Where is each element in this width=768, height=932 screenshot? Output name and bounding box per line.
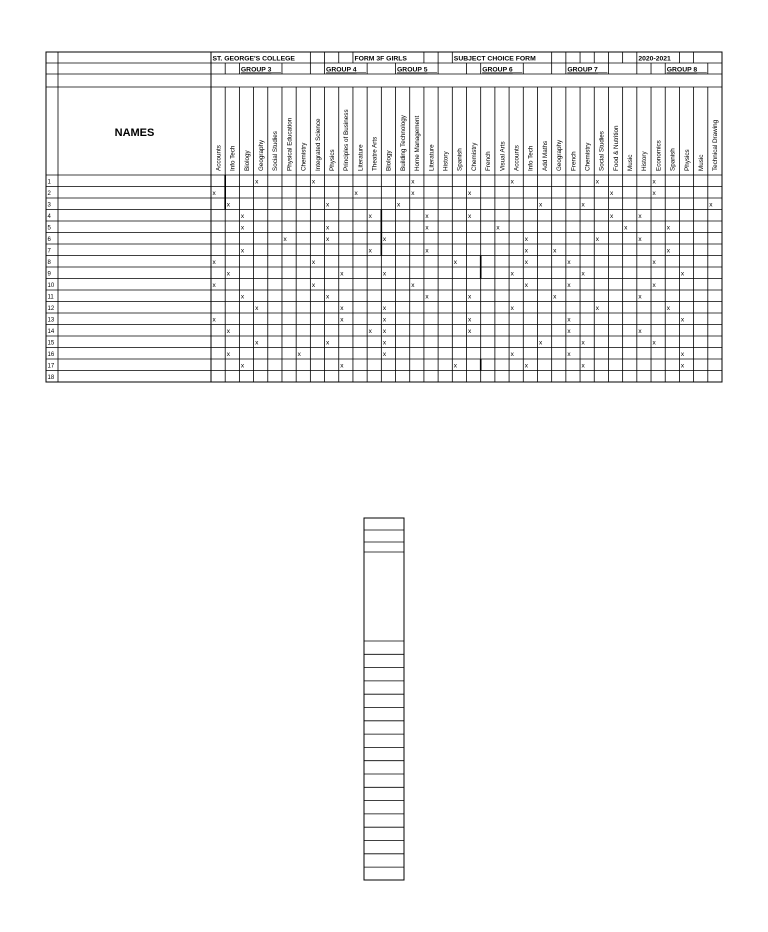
choice-mark: x	[382, 316, 387, 324]
choice-mark: x	[553, 293, 557, 301]
choice-mark: x	[283, 235, 287, 243]
group-label: GROUP 7	[567, 66, 598, 74]
choice-mark: x	[595, 304, 599, 312]
choice-mark: x	[666, 224, 670, 232]
subject-header: Geography	[556, 139, 564, 171]
choice-mark: x	[581, 201, 585, 209]
subject-header: Technical Drawing	[712, 119, 720, 171]
choice-mark: x	[680, 316, 685, 324]
group-label: GROUP 5	[397, 66, 428, 74]
choice-mark: x	[468, 212, 472, 220]
subject-choice-grid	[0, 0, 768, 420]
choice-mark: x	[468, 327, 472, 335]
choice-mark: x	[468, 293, 472, 301]
choice-mark: x	[226, 201, 230, 209]
choice-mark: x	[510, 350, 514, 358]
title-document: SUBJECT CHOICE FORM	[453, 55, 536, 63]
choice-mark: x	[453, 258, 458, 266]
choice-mark: x	[397, 201, 401, 209]
subject-header: Info Tech	[527, 145, 535, 171]
choice-mark: x	[240, 212, 245, 220]
choice-mark: x	[496, 224, 500, 232]
subject-header: French	[485, 151, 493, 171]
choice-mark: x	[382, 270, 387, 278]
subject-header: Economics	[655, 140, 663, 171]
subject-header: Music	[698, 154, 706, 171]
group-label: GROUP 3	[240, 66, 272, 74]
subject-header: Principles of Business	[343, 109, 351, 171]
choice-mark: x	[666, 247, 670, 255]
choice-mark: x	[652, 339, 656, 347]
subject-header: Theatre Arts	[371, 136, 379, 171]
subject-header: Accounts	[513, 145, 521, 171]
row-number: 17	[47, 363, 55, 370]
subject-header: Physics	[683, 149, 691, 171]
choice-mark: x	[666, 304, 670, 312]
choice-mark: x	[255, 178, 259, 186]
choice-mark: x	[311, 178, 316, 186]
choice-mark: x	[368, 247, 372, 255]
choice-mark: x	[652, 281, 656, 289]
row-number: 6	[47, 237, 51, 243]
choice-mark: x	[567, 281, 571, 289]
choice-mark: x	[652, 189, 656, 197]
choice-mark: x	[638, 235, 642, 243]
group-label: GROUP 8	[666, 66, 698, 74]
subject-header: History	[641, 151, 649, 171]
choice-mark: x	[425, 247, 429, 255]
subject-header: Building Technology	[399, 115, 407, 171]
choice-mark: x	[326, 293, 330, 301]
row-number: 11	[47, 294, 54, 301]
choice-mark: x	[255, 304, 259, 312]
subject-header: Accounts	[215, 145, 223, 171]
row-number: 7	[47, 248, 51, 255]
subject-header: Social Studies	[272, 131, 280, 171]
title-year: 2020-2021	[638, 55, 671, 63]
subject-header: Music	[627, 154, 635, 171]
choice-mark: x	[524, 235, 529, 243]
title-school: ST. GEORGE'S COLLEGE	[212, 55, 295, 63]
choice-mark: x	[581, 362, 585, 370]
choice-mark: x	[255, 339, 259, 347]
row-number: 5	[47, 225, 51, 232]
choice-mark: x	[595, 235, 599, 243]
choice-mark: x	[411, 281, 415, 289]
subject-header: Literature	[357, 144, 365, 171]
choice-mark: x	[425, 224, 429, 232]
choice-mark: x	[311, 281, 316, 289]
subject-header: Biology	[243, 150, 251, 171]
choice-mark: x	[368, 212, 372, 220]
choice-mark: x	[382, 235, 387, 243]
choice-mark: x	[340, 304, 344, 312]
row-number: 18	[47, 375, 55, 381]
choice-mark: x	[680, 350, 685, 358]
choice-mark: x	[609, 189, 614, 197]
choice-mark: x	[212, 258, 216, 266]
subject-header: History	[442, 151, 450, 171]
subject-header: Visual Arts	[499, 141, 507, 171]
row-number: 3	[47, 202, 51, 209]
row-number: 15	[47, 340, 55, 347]
choice-mark: x	[212, 189, 216, 197]
choice-mark: x	[468, 316, 472, 324]
row-number: 1	[47, 179, 51, 186]
subject-header: Spanish	[456, 148, 464, 171]
choice-mark: x	[581, 270, 585, 278]
choice-mark: x	[567, 327, 571, 335]
choice-mark: x	[411, 178, 415, 186]
choice-mark: x	[638, 327, 642, 335]
choice-mark: x	[326, 235, 330, 243]
choice-mark: x	[411, 189, 415, 197]
group-label: GROUP 4	[326, 66, 357, 74]
row-number: 4	[47, 214, 51, 220]
subject-header: Physical Education	[286, 117, 294, 171]
row-number: 12	[47, 306, 55, 312]
choice-mark: x	[425, 293, 429, 301]
subject-header: Physics	[328, 149, 336, 171]
choice-mark: x	[624, 224, 628, 232]
choice-mark: x	[226, 270, 230, 278]
choice-mark: x	[340, 270, 344, 278]
subject-header: Literature	[428, 144, 436, 171]
choice-mark: x	[212, 281, 216, 289]
choice-mark: x	[311, 258, 316, 266]
choice-mark: x	[510, 270, 514, 278]
choice-mark: x	[340, 362, 344, 370]
choice-mark: x	[368, 327, 372, 335]
group-label: GROUP 6	[482, 66, 513, 74]
choice-mark: x	[510, 304, 514, 312]
choice-mark: x	[524, 258, 529, 266]
subject-header: Spanish	[669, 148, 677, 171]
choice-mark: x	[212, 316, 216, 324]
subject-header: Info Tech	[229, 145, 237, 171]
row-number: 8	[47, 260, 51, 266]
choice-mark: x	[680, 270, 685, 278]
choice-mark: x	[240, 224, 245, 232]
subject-header: Geography	[257, 139, 265, 171]
row-number: 13	[47, 317, 55, 324]
subject-choice-sheet	[0, 0, 768, 420]
choice-mark: x	[382, 327, 387, 335]
subject-header: Food & Nutrition	[612, 125, 620, 171]
subject-header: Chemistry	[470, 142, 478, 171]
choice-mark: x	[609, 212, 614, 220]
choice-mark: x	[226, 327, 230, 335]
subject-header: French	[570, 151, 578, 171]
choice-mark: x	[382, 350, 387, 358]
choice-mark: x	[382, 304, 387, 312]
choice-mark: x	[524, 281, 529, 289]
choice-mark: x	[240, 247, 245, 255]
choice-mark: x	[538, 201, 543, 209]
choice-mark: x	[652, 178, 656, 186]
choice-mark: x	[524, 362, 529, 370]
choice-mark: x	[453, 362, 458, 370]
subject-header: Add Maths	[541, 140, 549, 171]
choice-mark: x	[354, 189, 358, 197]
choice-mark: x	[595, 178, 599, 186]
choice-mark: x	[553, 247, 557, 255]
choice-mark: x	[567, 316, 571, 324]
title-form: FORM 3F GIRLS	[354, 55, 407, 63]
subject-header: Chemistry	[300, 142, 308, 171]
choice-mark: x	[226, 350, 230, 358]
subject-header: Biology	[385, 150, 393, 171]
row-number: 16	[47, 352, 55, 358]
choice-mark: x	[326, 224, 330, 232]
choice-mark: x	[638, 212, 642, 220]
choice-mark: x	[240, 293, 245, 301]
choice-mark: x	[567, 258, 571, 266]
blank-column-frame	[364, 518, 404, 880]
choice-mark: x	[567, 350, 571, 358]
choice-mark: x	[240, 362, 245, 370]
choice-mark: x	[340, 316, 344, 324]
subject-header: Chemistry	[584, 142, 592, 171]
choice-mark: x	[382, 339, 387, 347]
names-header: NAMES	[114, 127, 155, 139]
choice-mark: x	[425, 212, 429, 220]
choice-mark: x	[468, 189, 472, 197]
choice-mark: x	[326, 201, 330, 209]
choice-mark: x	[326, 339, 330, 347]
choice-mark: x	[510, 178, 514, 186]
choice-mark: x	[680, 362, 685, 370]
choice-mark: x	[709, 201, 713, 209]
subject-header: Integrated Science	[314, 118, 322, 171]
choice-mark: x	[538, 339, 543, 347]
subject-header: Home Management	[414, 115, 422, 171]
choice-mark: x	[638, 293, 642, 301]
row-number: 10	[47, 283, 55, 289]
row-number: 2	[47, 191, 51, 197]
choice-mark: x	[652, 258, 656, 266]
row-number: 9	[47, 271, 51, 278]
subject-header: Social Studies	[598, 131, 606, 171]
choice-mark: x	[581, 339, 585, 347]
row-number: 14	[47, 329, 55, 335]
choice-mark: x	[297, 350, 301, 358]
choice-mark: x	[524, 247, 529, 255]
